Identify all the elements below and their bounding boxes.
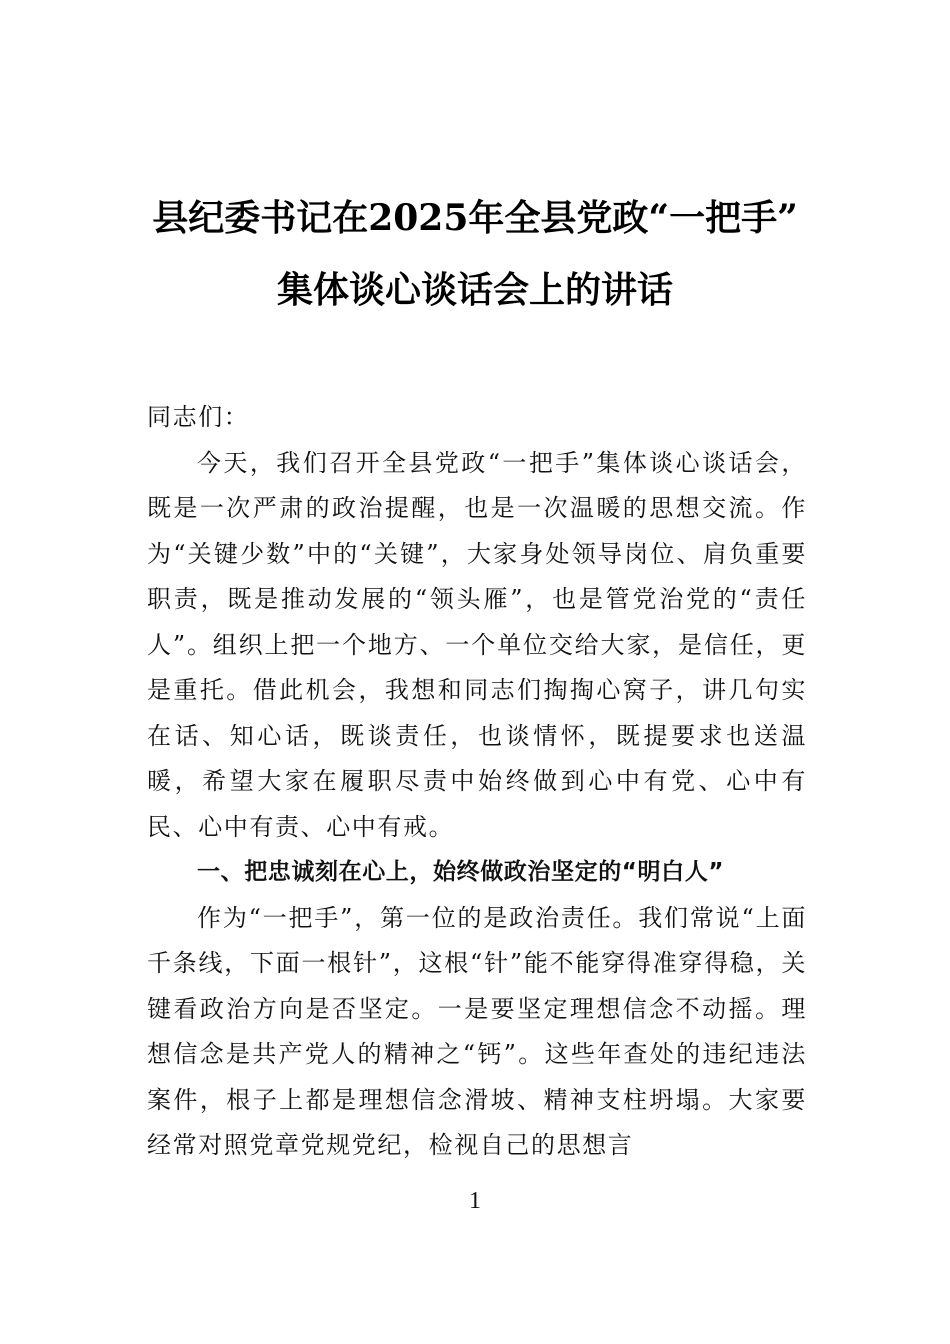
document-title-line-1: 县纪委书记在2025年全县党政“一把手” — [152, 197, 798, 239]
document-body — [147, 395, 807, 1169]
page-number: 1 — [469, 1188, 481, 1214]
section-heading-1: 一、把忠诚刻在心上，始终做政治坚定的“明白人” — [197, 859, 725, 885]
document-title-line-2: 集体谈心谈话会上的讲话 — [276, 269, 673, 311]
salutation: 同志们： — [147, 403, 250, 431]
paragraph-intro: 今天，我们召开全县党政“一把手”集体谈心谈话会，既是一次严肃的政治提醒，也是一次温暖的思想交流。作为“关键少数”中的“关键”，大家身处领导岗位、肩负重要职责，既是推动发展的“领头雁”，也是管党治党的“责任人”。组织上把一个地方、一个单位交给大家，是信任，更是重托。借此机会，我想和同志们掏掏心窝子，讲几句实在话、知心话，既谈责任，也谈情怀，既提要求也送温暖，希望大家在履职尽责中始终做到心中有党、心中有民、心中有责、心中有戒。 — [147, 448, 807, 841]
paragraph-section-1: 作为“一把手”，第一位的是政治责任。我们常说“上面千条线，下面一根针”，这根“针”能不能穿得准穿得稳，关键看政治方向是否坚定。一是要坚定理想信念不动摇。理想信念是共产党人的精神之“钙”。这些年查处的违纪违法案件，根子上都是理想信念滑坡、精神支柱坍塌。大家要经常对照党章党规党纪，检视自己的思想言 — [147, 903, 807, 1159]
